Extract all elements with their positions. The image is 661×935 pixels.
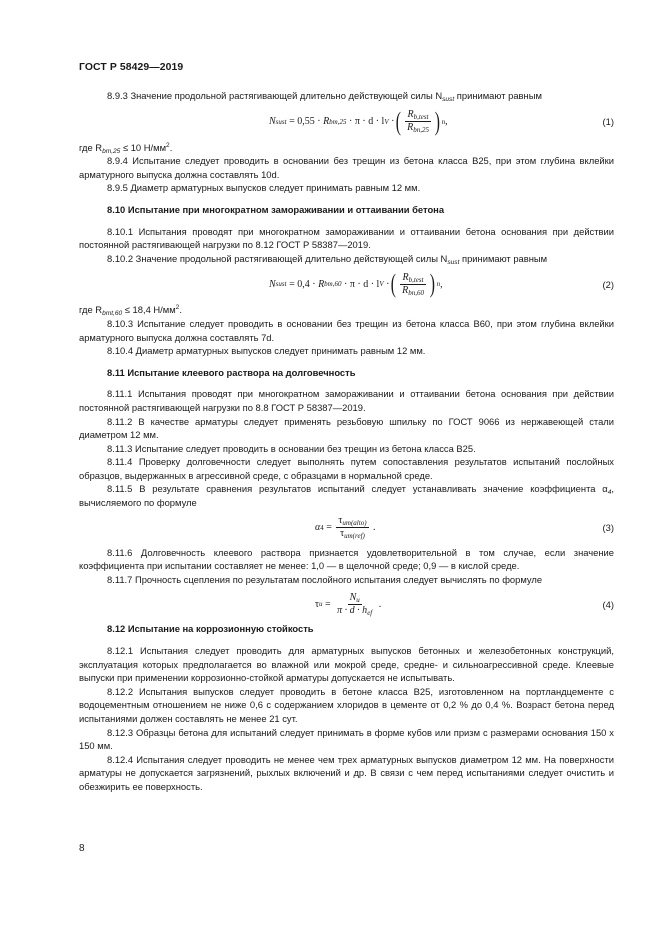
paragraph-8-9-4: 8.9.4 Испытание следует проводить в основании без трещин из бетона класса В25, при этом глубина вклейки арматурного выпуска должна составлять 10d.: [79, 155, 614, 180]
paragraph-8-11-2: 8.11.2 В качестве арматуры следует применять резьбовую шпильку по ГОСТ 9066 из нержавеющей стали диаметром 12 мм.: [79, 415, 614, 441]
formula-2: N sust = 0,4 · R bm,60 · π · d · l V · ( $\frac{R_{b,test}}{R_{bn,60}}$ ) n , (2): [79, 265, 614, 303]
paragraph-8-10-1: 8.10.1 Испытания проводят при многократном замораживании и оттаивании бетона основания при действии постоянной растягивающей нагрузки по 8.12 ГОСТ Р 58387—2019.: [79, 225, 614, 251]
paragraph-8-12-1: 8.12.1 Испытания следует проводить для арматурных выпусков бетонных и железобетонных конструкций, эксплуатация которых предполагается во влажной или мокрой среде, средне- и сильноагрессивной среде. Клеевые выпуски при применении коррозионно-стойкой арматуры допускается не испытывать.: [79, 645, 614, 684]
paragraph-8-11-4: 8.11.4 Проверку долговечности следует выполнять путем сопоставления результатов испытаний послойных образцов, выдержанных в агрессивной среде, с образцами в нормальной среде.: [79, 456, 614, 481]
paragraph-8-10-3: 8.10.3 Испытание следует проводить в основании без трещин из бетона класса В60, при этом глубина вклейки арматурного выпуска должна составлять 7d.: [79, 317, 614, 343]
paragraph-8-11-7: 8.11.7 Прочность сцепления по результатам послойного испытания следует вычислять по формуле: [107, 573, 543, 585]
paragraph-8-12-3: 8.12.3 Образцы бетона для испытаний следует принимать в форме кубов или призм с размерами основания 150 х 150 мм.: [79, 726, 614, 752]
paragraph-8-11-1: 8.11.1 Испытания проводят при многократном замораживании и оттаивании бетона основания при действии постоянной растягивающей нагрузки по 8.8 ГОСТ Р 58387—2019.: [79, 388, 614, 413]
formula-4: τ u = $\frac{N_u}{\pi \cdot d \cdot h_{ef}}$ . (4): [79, 586, 614, 622]
paragraph-8-10-4: 8.10.4 Диаметр арматурных выпусков следует принимать равным 12 мм.: [107, 345, 426, 357]
heading-8-10: 8.10 Испытание при многократном замораживании и оттаивании бетона: [107, 203, 445, 215]
paragraph-8-12-2: 8.12.2 Испытания выпусков следует проводить в бетоне класса В25, изготовленном на портландцементе с водоцементным отношением не ниже 0,6 с содержанием хлоридов в цементе от 0,2 % до 0,4 %. Возраст бетона перед испытаниями должен составлять не менее 21 сут.: [79, 685, 614, 724]
heading-8-12: 8.12 Испытание на коррозионную стойкость: [107, 623, 314, 635]
where-1: где $R_{bm,25} \le 10$ $Н/мм^2$.: [79, 141, 173, 155]
formula-3: α 4 = $\frac{\tau_{um(alto)}}{\tau_{um(ref)}}$ . (3): [79, 510, 614, 546]
heading-8-11: 8.11 Испытание клеевого раствора на долговечность: [107, 366, 356, 378]
paragraph-8-9-3: 8.9.3 Значение продольной растягивающей длительно действующей силы $N_{sust}$ принимают равным: [107, 90, 542, 103]
formula-1-number: (1): [602, 115, 614, 127]
page-number: 8: [79, 843, 85, 854]
paragraph-8-12-4: 8.12.4 Испытания следует проводить не менее чем трех арматурных выпусков диаметром 12 мм. На поверхности арматуры не допускается загрязнений, рыхлых включений и др. В связи с чем перед испытаниями следует очистить и обезжирить ее поверхность.: [79, 753, 614, 792]
formula-1: N sust = 0,55 · R bm,25 · π · d · l V · ( $\frac{R_{b,test}}{R_{bn,25}}$ ) n , (1): [79, 103, 614, 141]
paragraph-8-11-6: 8.11.6 Долговечность клеевого раствора признается удовлетворительной в том случае, если значение коэффициента при испытании составляет не менее: 1,0 — в щелочной среде; 0,9 — в кислой среде.: [79, 546, 614, 572]
paragraph-8-11-3: 8.11.3 Испытание следует проводить в основании без трещин из бетона класса В25.: [107, 442, 476, 454]
paragraph-8-10-2: 8.10.2 Значение продольной растягивающей длительно действующей силы $N_{sust}$ принимают равным: [107, 252, 548, 266]
document-header: ГОСТ Р 58429—2019: [79, 62, 184, 73]
paragraph-8-9-5: 8.9.5 Диаметр арматурных выпусков следует принимать равным 12 мм.: [107, 182, 421, 194]
paragraph-8-11-5: 8.11.5 В результате сравнения результатов испытаний следует устанавливать значение коэффициента $\alpha_4$, вычисляемого по формуле: [79, 483, 614, 509]
formula-2-number: (2): [602, 278, 614, 290]
where-2: где $R_{bmt,60} \le 18,4$ $Н/мм^2$.: [79, 304, 182, 318]
page-content: [79, 89, 614, 794]
formula-4-number: (4): [602, 598, 614, 610]
formula-3-number: (3): [602, 521, 614, 533]
